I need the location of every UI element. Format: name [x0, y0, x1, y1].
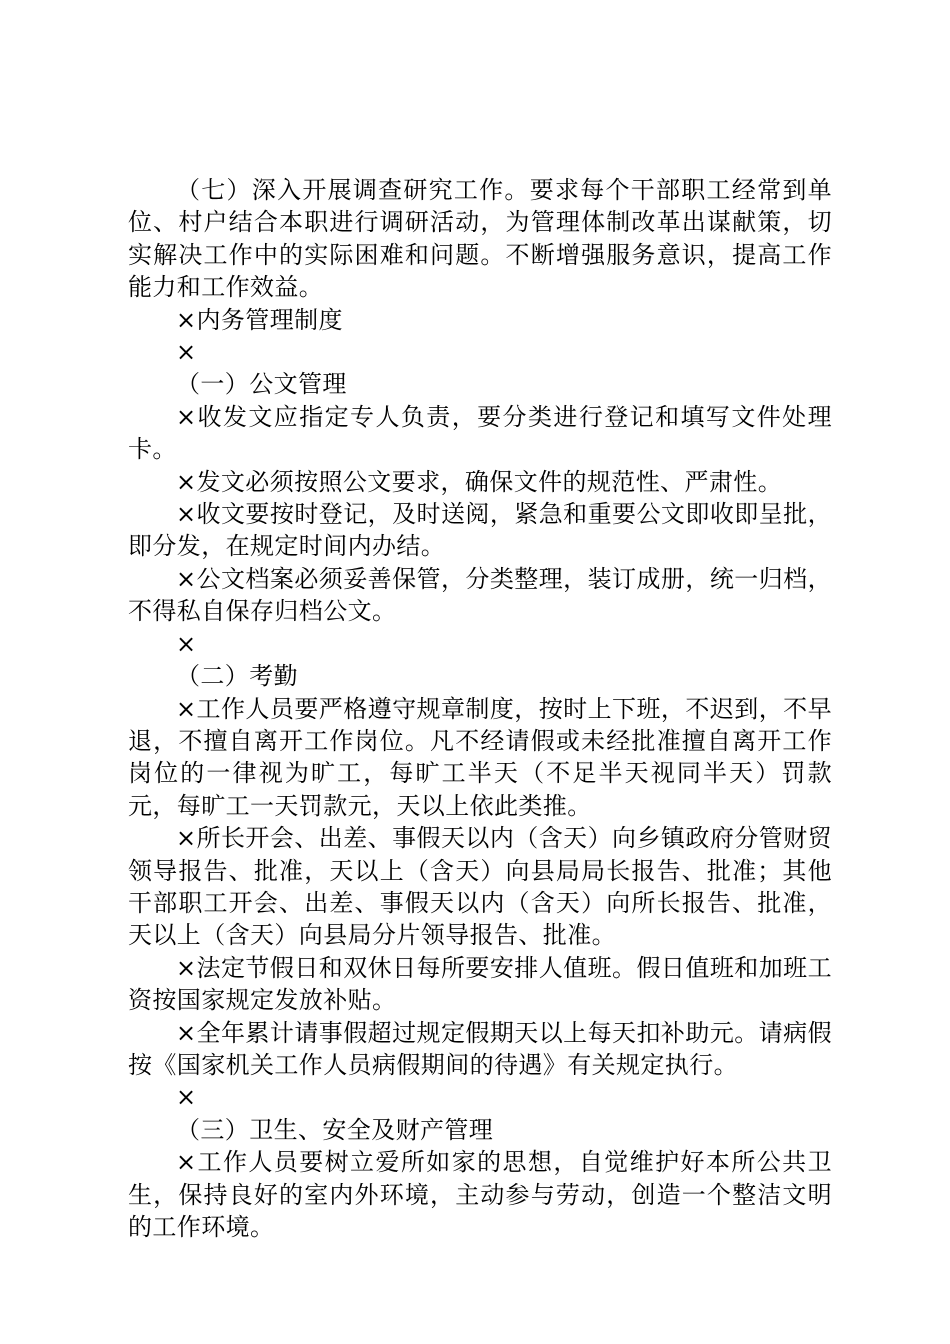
paragraph-receive-send-docs: ×收发文应指定专人负责，要分类进行登记和填写文件处理卡。	[128, 402, 832, 464]
paragraph-placeholder-mark: ×	[176, 1083, 197, 1112]
paragraph-hygiene-environment: ×工作人员要树立爱所如家的思想，自觉维护好本所公共卫生，保持良好的室内外环境，主动参与劳动，创造一个整洁文明的工作环境。	[128, 1148, 832, 1241]
subheading-attendance: （二）考勤	[176, 662, 298, 691]
subheading-hygiene-safety-property: （三）卫生、安全及财产管理	[176, 1115, 494, 1144]
paragraph-leave-deduction: ×全年累计请事假超过规定假期天以上每天扣补助元。请病假按《国家机关工作人员病假期间的待遇》有关规定执行。	[128, 1018, 832, 1079]
paragraph-leave-approval: ×所长开会、出差、事假天以内（含天）向乡镇政府分管财贸领导报告、批准，天以上（含天）向县局局长报告、批准；其他干部职工开会、出差、事假天以内（含天）向所长报告、批准，天以上（含天）向县局分片领导报告、批准。	[128, 824, 832, 950]
paragraph-receive-docs-registration: ×收文要按时登记，及时送阅，紧急和重要公文即收即呈批，即分发，在规定时间内办结。	[128, 500, 832, 561]
paragraph-placeholder-mark: ×	[176, 629, 197, 658]
paragraph-holiday-duty: ×法定节假日和双休日每所要安排人值班。假日值班和加班工资按国家规定发放补贴。	[128, 953, 832, 1015]
paragraph-send-docs-standards: ×发文必须按照公文要求，确保文件的规范性、严肃性。	[176, 467, 783, 496]
paragraph-work-rules: ×工作人员要严格遵守规章制度，按时上下班，不迟到，不早退，不擅自离开工作岗位。凡不经请假或未经批准擅自离开工作岗位的一律视为旷工，每旷工半天（不足半天视同半天）罚款元，每旷工一天罚款元，天以上依此类推。	[128, 694, 832, 820]
paragraph-document-archives: ×公文档案必须妥善保管，分类整理，装订成册，统一归档，不得私自保存归档公文。	[128, 564, 832, 626]
document-body	[128, 174, 832, 1243]
subheading-document-management: （一）公文管理	[176, 370, 347, 399]
paragraph-research-work: （七）深入开展调查研究工作。要求每个干部职工经常到单位、村户结合本职进行调研活动，为管理体制改革出谋献策，切实解决工作中的实际困难和问题。不断增强服务意识，提高工作能力和工作效益。	[128, 176, 832, 302]
paragraph-placeholder-mark: ×	[176, 338, 197, 367]
heading-internal-management: ×内务管理制度	[176, 305, 343, 334]
